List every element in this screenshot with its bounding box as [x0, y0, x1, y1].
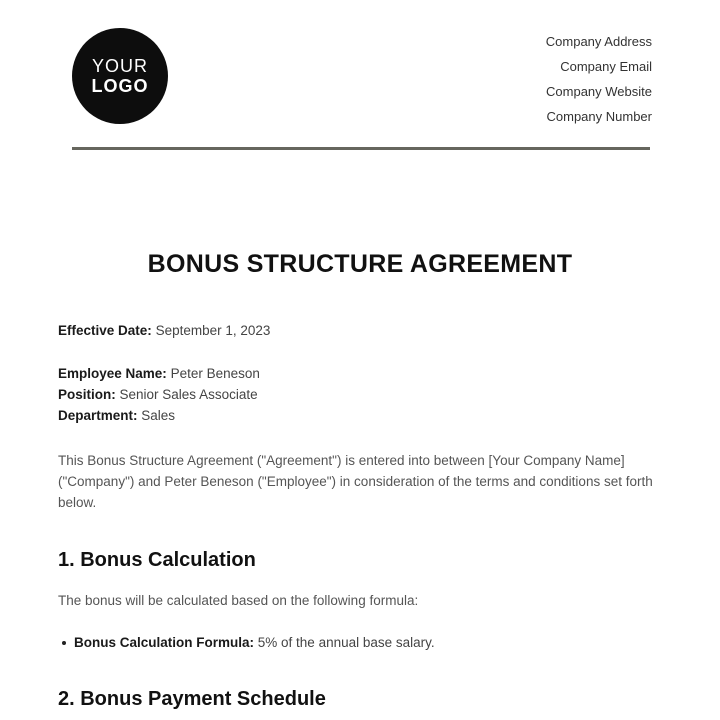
list-item	[58, 632, 664, 653]
bonus-formula-value: 5% of the annual base salary.	[257, 635, 435, 650]
section-heading-bonus-payment-schedule: 2. Bonus Payment Schedule	[58, 688, 326, 710]
employee-details	[58, 363, 664, 426]
department-value: Sales	[141, 408, 176, 423]
effective-date-block	[58, 320, 664, 341]
bullet-icon	[62, 641, 66, 645]
department-label: Department:	[58, 408, 138, 423]
header-divider	[72, 147, 650, 150]
position-line	[58, 384, 664, 405]
bonus-calculation-section	[58, 590, 664, 611]
bonus-calculation-text: The bonus will be calculated based on the following formula:	[58, 593, 419, 608]
company-info	[546, 32, 652, 132]
logo-text-line2: LOGO	[91, 76, 149, 96]
effective-date-line	[58, 320, 664, 341]
section-heading-bonus-calculation: 1. Bonus Calculation	[58, 549, 256, 571]
position-label: Position:	[58, 387, 116, 402]
position-value: Senior Sales Associate	[119, 387, 258, 402]
company-email: Company Email	[560, 59, 652, 74]
bonus-formula-label: Bonus Calculation Formula:	[74, 635, 255, 650]
department-line	[58, 405, 664, 426]
intro-paragraph: This Bonus Structure Agreement ("Agreement") is entered into between [Your Company Name] ("Company") and Peter Beneson ("Employee") in consideration of the terms and conditions set forth below.	[58, 453, 653, 510]
employee-name-line	[58, 363, 664, 384]
company-logo	[72, 28, 168, 124]
logo-text-line1: YOUR	[91, 56, 148, 76]
company-address: Company Address	[545, 34, 652, 49]
bonus-formula-list	[58, 632, 664, 653]
effective-date-label: Effective Date:	[58, 323, 152, 338]
effective-date-value: September 1, 2023	[155, 323, 271, 338]
document-title: BONUS STRUCTURE AGREEMENT	[147, 250, 573, 278]
employee-name-label: Employee Name:	[58, 366, 167, 381]
company-number: Company Number	[546, 109, 652, 124]
company-website: Company Website	[546, 84, 652, 99]
employee-name-value: Peter Beneson	[170, 366, 260, 381]
